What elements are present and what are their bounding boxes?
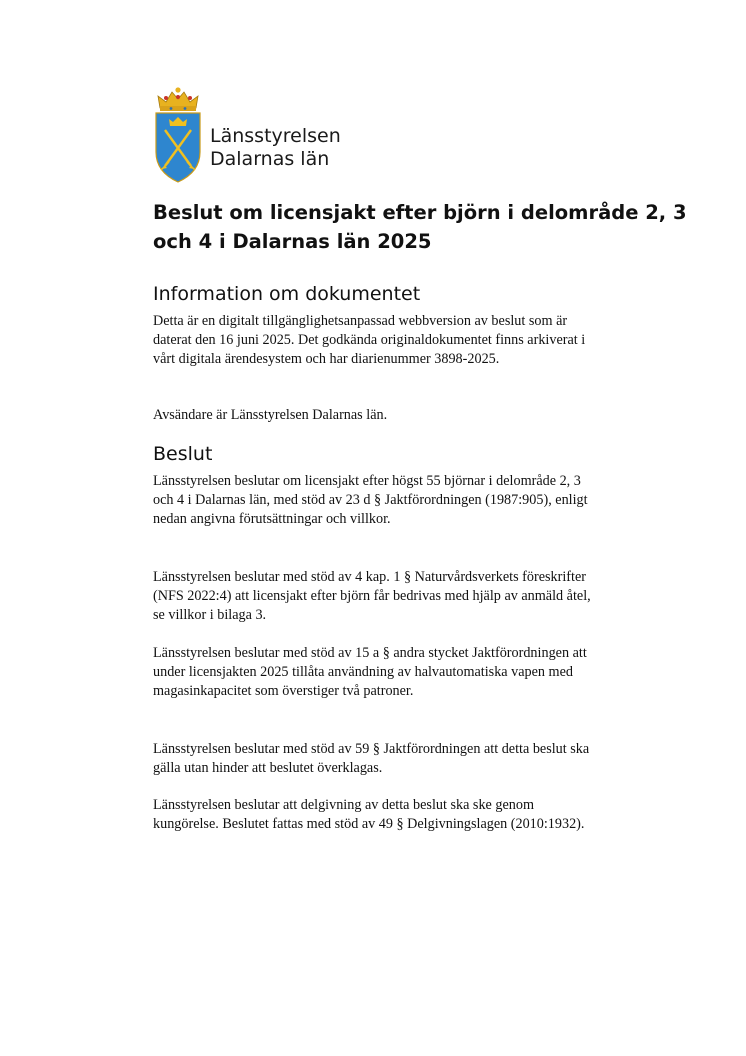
info-paragraph-1: Detta är en digitalt tillgänglighetsanpassad webbversion av beslut som är daterat den 16 juni 2025. Det godkända originaldokumentet finns arkiverat i vårt digitala ärendesystem och har diarienummer 3898-2025. (153, 313, 586, 368)
decision-paragraph-4: Länsstyrelsen beslutar med stöd av 59 § Jaktförordningen att detta beslut ska gälla utan hinder att beslutet överklagas. (153, 741, 590, 777)
decision-paragraph-3: Länsstyrelsen beslutar med stöd av 15 a § andra stycket Jaktförordningen att under licensjakten 2025 tillåta användning av halvautomatiska vapen med magasinkapacitet som överstiger två patroner. (153, 645, 587, 700)
org-name-line2: Dalarnas län (210, 148, 330, 170)
organization-name (210, 125, 341, 171)
coat-of-arms-icon (152, 86, 204, 184)
decision-paragraph-5: Länsstyrelsen beslutar att delgivning av detta beslut ska ske genom kungörelse. Beslutet fattas med stöd av 49 § Delgivningslagen (2010:1932). (153, 797, 585, 833)
decision-paragraph-1: Länsstyrelsen beslutar om licensjakt efter högst 55 björnar i delområde 2, 3 och 4 i Dalarnas län, med stöd av 23 d § Jaktförordningen (1987:905), enligt nedan angivna förutsättningar och villkor. (153, 473, 588, 528)
info-paragraph-2: Avsändare är Länsstyrelsen Dalarnas län. (153, 407, 388, 423)
decision-paragraph-2: Länsstyrelsen beslutar med stöd av 4 kap. 1 § Naturvårdsverkets föreskrifter (NFS 2022:4) att licensjakt efter björn får bedrivas med hjälp av anmäld åtel, se villkor i bilaga 3. (153, 569, 591, 624)
section-heading-information: Information om dokumentet (153, 283, 421, 305)
section-heading-beslut: Beslut (153, 443, 213, 465)
header-logo (152, 86, 412, 186)
document-title: Beslut om licensjakt efter björn i delområde 2, 3 och 4 i Dalarnas län 2025 (153, 201, 687, 253)
org-name-line1: Länsstyrelsen (210, 125, 341, 147)
